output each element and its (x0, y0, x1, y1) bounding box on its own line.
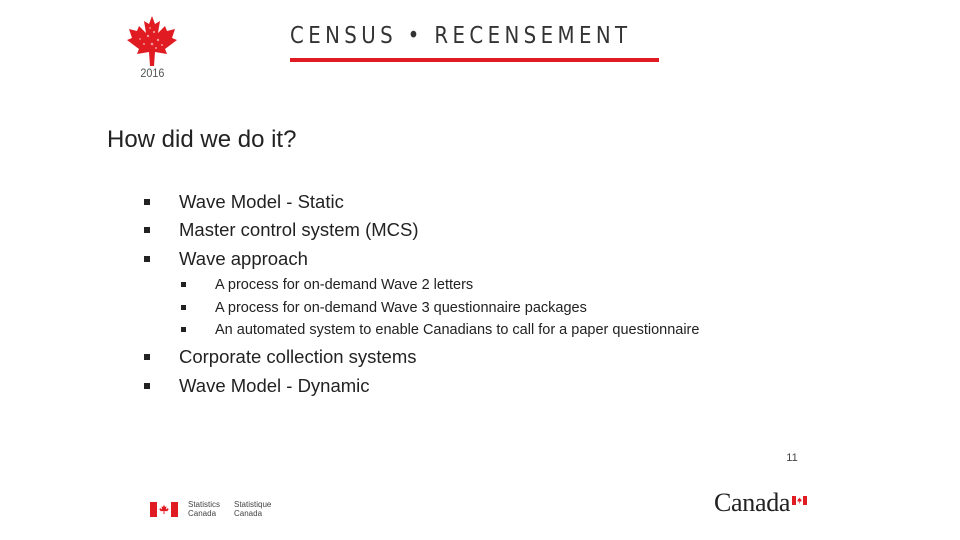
bullet-square-icon (181, 305, 186, 310)
sub-bullet-text: An automated system to enable Canadians to call for a paper questionnaire (215, 322, 700, 338)
statcan-fr-line2: Canada (234, 509, 263, 518)
header-title: CENSUS • RECENSEMENT (290, 23, 632, 49)
maple-leaf-icon (124, 14, 180, 70)
census-logo-year: 2016 (140, 66, 165, 80)
statcan-en-line2: Canada (188, 509, 217, 518)
canada-wordmark: Canada (714, 488, 791, 517)
canada-wordmark-flag-icon (792, 496, 807, 505)
header-rule (290, 58, 659, 62)
bullet-square-icon (181, 282, 186, 287)
bullet-text: Wave Model - Static (179, 191, 344, 212)
statcan-en-line1: Statistics (188, 500, 221, 509)
statcan-fr-line1: Statistique (234, 500, 272, 509)
bullet-text: Corporate collection systems (179, 346, 417, 367)
bullet-text: Master control system (MCS) (179, 219, 419, 240)
slide-title: How did we do it? (107, 126, 297, 153)
statcan-french-name (234, 500, 271, 518)
page-number: 11 (786, 452, 798, 464)
bullet-square-icon (144, 383, 150, 389)
bullet-square-icon (144, 199, 150, 205)
bullet-square-icon (144, 227, 150, 233)
canada-flag-icon (150, 502, 178, 517)
sub-bullet-text: A process for on-demand Wave 2 letters (215, 277, 474, 293)
bullet-text: Wave approach (179, 248, 308, 269)
bullet-text: Wave Model - Dynamic (179, 375, 370, 396)
bullet-square-icon (144, 354, 150, 360)
bullet-square-icon (144, 256, 150, 262)
sub-bullet-text: A process for on-demand Wave 3 questionnaire packages (215, 300, 587, 316)
statcan-english-name (188, 500, 220, 518)
bullet-square-icon (181, 327, 186, 332)
